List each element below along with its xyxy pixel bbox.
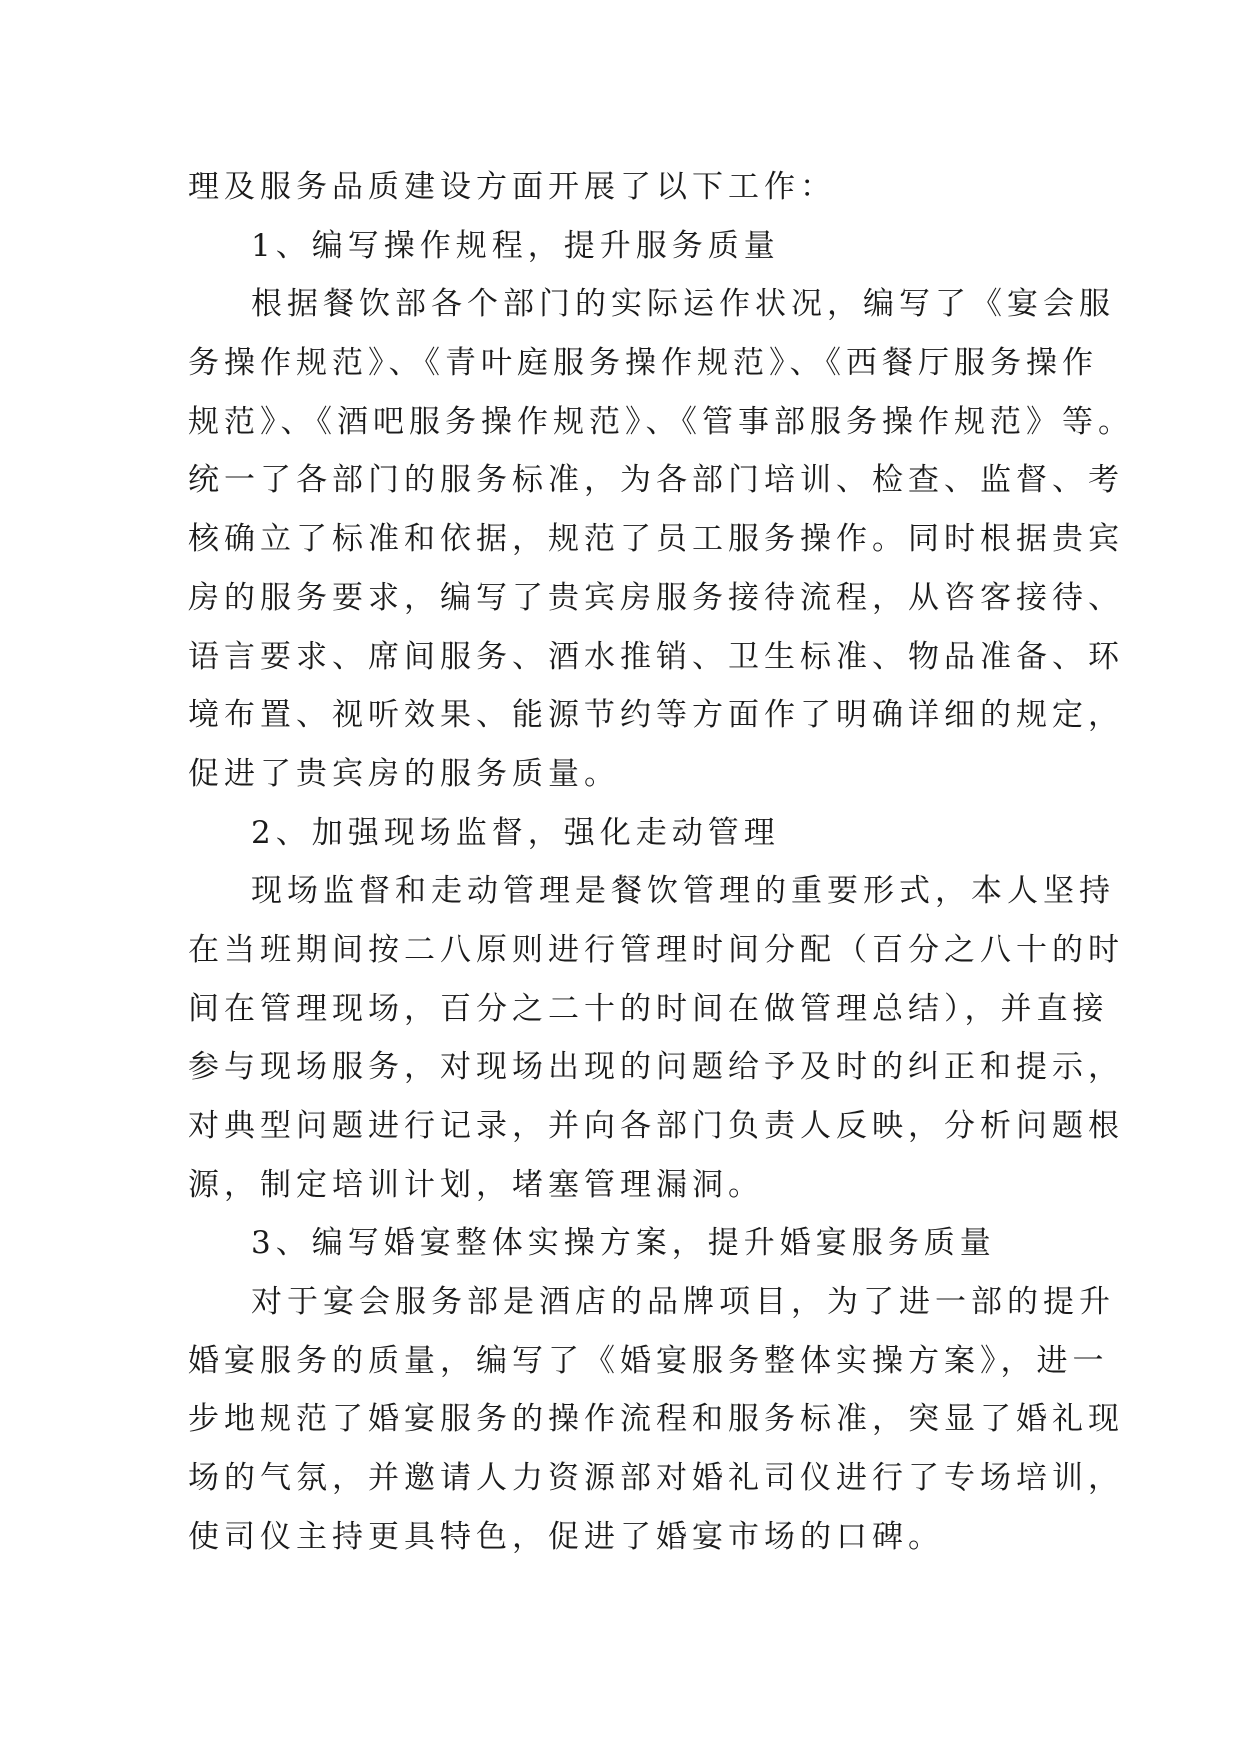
text-line: 境布置、视听效果、能源节约等方面作了明确详细的规定， [188,697,1124,734]
text-line: 务操作规范》、《青叶庭服务操作规范》、《西餐厅服务操作 [188,345,1098,382]
text-line: 在当班期间按二八原则进行管理时间分配（百分之八十的时 [188,931,1124,968]
text-line: 理及服务品质建设方面开展了以下工作： [188,169,836,205]
text-line: 源，制定培训计划，堵塞管理漏洞。 [188,1166,764,1203]
text-line: 房的服务要求，编写了贵宾房服务接待流程，从咨客接待、 [188,579,1124,616]
text-line: 参与现场服务，对现场出现的问题给予及时的纠正和提示， [188,1049,1124,1086]
text-line: 语言要求、席间服务、酒水推销、卫生标准、物品准备、环 [188,638,1124,675]
text-line: 规范》、《酒吧服务操作规范》、《管事部服务操作规范》等。 [188,403,1134,440]
text-line: 步地规范了婚宴服务的操作流程和服务标准，突显了婚礼现 [188,1401,1124,1438]
text-line: 场的气氛，并邀请人力资源部对婚礼司仪进行了专场培训， [188,1460,1124,1497]
text-line: 对于宴会服务部是酒店的品牌项目，为了进一部的提升 [251,1284,1115,1321]
section-heading: 1、编写操作规程，提升服务质量 [251,227,780,264]
text-line: 对典型问题进行记录，并向各部门负责人反映，分析问题根 [188,1108,1124,1144]
text-line: 核确立了标准和依据，规范了员工服务操作。同时根据贵宾 [188,521,1124,558]
section-heading: 2、加强现场监督，强化走动管理 [251,814,780,851]
text-line: 促进了贵宾房的服务质量。 [188,755,620,792]
text-line: 根据餐饮部各个部门的实际运作状况，编写了《宴会服 [251,286,1115,323]
section-heading: 3、编写婚宴整体实操方案，提升婚宴服务质量 [251,1225,996,1262]
text-line: 婚宴服务的质量，编写了《婚宴服务整体实操方案》，进一 [188,1342,1109,1379]
text-line: 使司仪主持更具特色，促进了婚宴市场的口碑。 [188,1518,944,1555]
text-line: 现场监督和走动管理是餐饮管理的重要形式，本人坚持 [251,873,1115,910]
text-line: 统一了各部门的服务标准，为各部门培训、检查、监督、考 [188,462,1124,499]
text-line: 间在管理现场，百分之二十的时间在做管理总结），并直接 [188,990,1109,1027]
document-body [188,158,1134,1567]
